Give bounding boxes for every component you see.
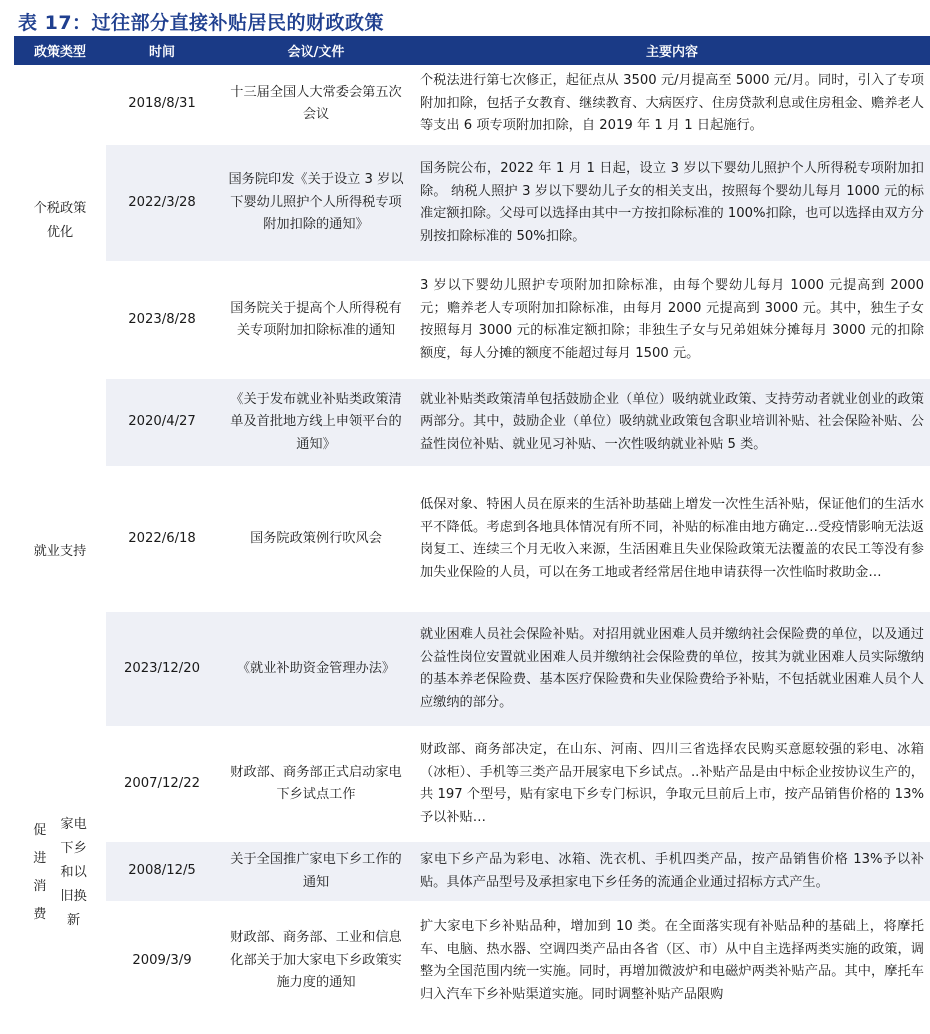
date-cell: 2023/12/20 [106,611,218,727]
header-content: 主要内容 [414,36,930,65]
category-char: 促 [33,823,47,838]
date-cell: 2023/8/28 [106,262,218,378]
category-label: 个税政策 [33,201,87,216]
table-row [14,65,930,144]
date-cell: 2020/4/27 [106,378,218,467]
document-cell: 财政部、商务部正式启动家电下乡试点工作 [218,727,414,841]
sub-category-line: 下乡 [60,841,87,856]
date-cell: 2007/12/22 [106,727,218,841]
document-cell: 《就业补助资金管理办法》 [218,611,414,727]
table-row [14,262,930,378]
header-policy-type: 政策类型 [14,36,106,65]
date-cell: 2008/12/5 [106,841,218,902]
sub-category-label [60,813,86,933]
sub-category-line: 旧换 [60,889,87,904]
content-cell: 国务院公布，2022 年 1 月 1 日起，设立 3 岁以下婴幼儿照护个人所得税专项附加扣除。 纳税人照护 3 岁以下婴幼儿子女的相关支出，按照每个婴幼儿每月 1000 元的标准定额扣除。父母可以选择由其中一方按扣除标准的 100%扣除，也可以选择由双方分别按扣除标准的 50%扣除。 [414,144,930,262]
document-cell: 国务院印发《关于设立 3 岁以下婴幼儿照护个人所得税专项附加扣除的通知》 [218,144,414,262]
date-cell: 2018/8/31 [106,65,218,144]
sub-category-line: 家电 [60,817,87,832]
content-cell: 扩大家电下乡补贴品种，增加到 10 类。在全面落实现有补贴品种的基础上，将摩托车、电脑、热水器、空调四类产品由各省（区、市）从中自主选择两类实施的政策，调整为全国范围内统一实施。同时，再增加微波炉和电磁炉两类补贴产品。其中，摩托车归入汽车下乡补贴渠道实施。同时调整补贴产品限购 [420,919,924,1002]
document-cell: 国务院政策例行吹风会 [218,467,414,611]
table-row [14,902,930,1019]
date-cell: 2022/6/18 [106,467,218,611]
document-cell: 关于全国推广家电下乡工作的通知 [218,841,414,902]
table-row [14,841,930,902]
table-row [14,467,930,611]
category-char: 费 [33,907,47,922]
category-char: 进 [33,851,47,866]
date-cell: 2009/3/9 [132,952,192,968]
category-char: 消 [33,879,47,894]
table-row [14,611,930,727]
content-cell: 家电下乡产品为彩电、冰箱、洗衣机、手机四类产品，按产品销售价格 13%予以补贴。具体产品型号及承担家电下乡任务的流通企业通过招标方式产生。 [414,841,930,902]
document-cell: 十三届全国人大常委会第五次会议 [218,65,414,144]
content-cell: 财政部、商务部决定，在山东、河南、四川三省选择农民购买意愿较强的彩电、冰箱（冰柜）、手机等三类产品开展家电下乡试点。..补贴产品是由中标企业按协议生产的，共 197 个型号，贴有家电下乡专门标识，争取元旦前后上市，按产品销售价格的 13%予以补贴… [414,727,930,841]
category-cell: 就业支持 [14,378,106,727]
content-cell: 个税法进行第七次修正，起征点从 3500 元/月提高至 5000 元/月。同时，引入了专项附加扣除，包括子女教育、继续教育、大病医疗、住房贷款利息或住房租金、赡养老人等支出 6 项专项附加扣除，自 2019 年 1 月 1 日起施行。 [414,65,930,144]
policy-table [14,36,930,1020]
table-row [14,378,930,467]
category-label [33,817,46,929]
page-title: 表 17：过往部分直接补贴居民的财政政策 [18,12,385,34]
document-cell: 《关于发布就业补贴类政策清单及首批地方线上申领平台的通知》 [218,378,414,467]
content-cell: 3 岁以下婴幼儿照护专项附加扣除标准，由每个婴幼儿每月 1000 元提高到 2000 元；赡养老人专项附加扣除标准，由每月 2000 元提高到 3000 元。其中，独生子女按照每月 3000 元的标准定额扣除；非独生子女与兄弟姐妹分摊每月 3000 元的扣除额度，每人分摊的额度不能超过每月 1500 元。 [414,262,930,378]
document-cell: 国务院关于提高个人所得税有关专项附加扣除标准的通知 [218,262,414,378]
document-cell: 财政部、商务部、工业和信息化部关于加大家电下乡政策实施力度的通知 [230,930,402,991]
category-label: 优化 [46,225,74,240]
sub-category-line: 和以 [60,865,87,880]
sub-category-line: 新 [67,913,81,928]
category-cell [14,727,106,1019]
header-document: 会议/文件 [218,36,414,65]
table-row [14,144,930,262]
content-cell: 就业困难人员社会保险补贴。对招用就业困难人员并缴纳社会保险费的单位，以及通过公益性岗位安置就业困难人员并缴纳社会保险费的单位，按其为就业困难人员实际缴纳的基本养老保险费、基本医疗保险费和失业保险费给予补贴，不包括就业困难人员个人应缴纳的部分。 [414,611,930,727]
table-header-row [14,36,930,65]
table-row [14,727,930,841]
content-cell: 低保对象、特困人员在原来的生活补助基础上增发一次性生活补贴，保证他们的生活水平不降低。考虑到各地具体情况有所不同，补贴的标准由地方确定…受疫情影响无法返岗复工、连续三个月无收入来源，生活困难且失业保险政策无法覆盖的农民工等没有参加失业保险的人员，可以在务工地或者经常居住地申请获得一次性临时救助金… [414,467,930,611]
header-date: 时间 [106,36,218,65]
content-cell: 就业补贴类政策清单包括鼓励企业（单位）吸纳就业政策、支持劳动者就业创业的政策两部分。其中，鼓励企业（单位）吸纳就业政策包含职业培训补贴、社会保险补贴、公益性岗位补贴、就业见习补贴、一次性吸纳就业补贴 5 类。 [414,378,930,467]
category-cell [14,65,106,378]
date-cell: 2022/3/28 [106,144,218,262]
